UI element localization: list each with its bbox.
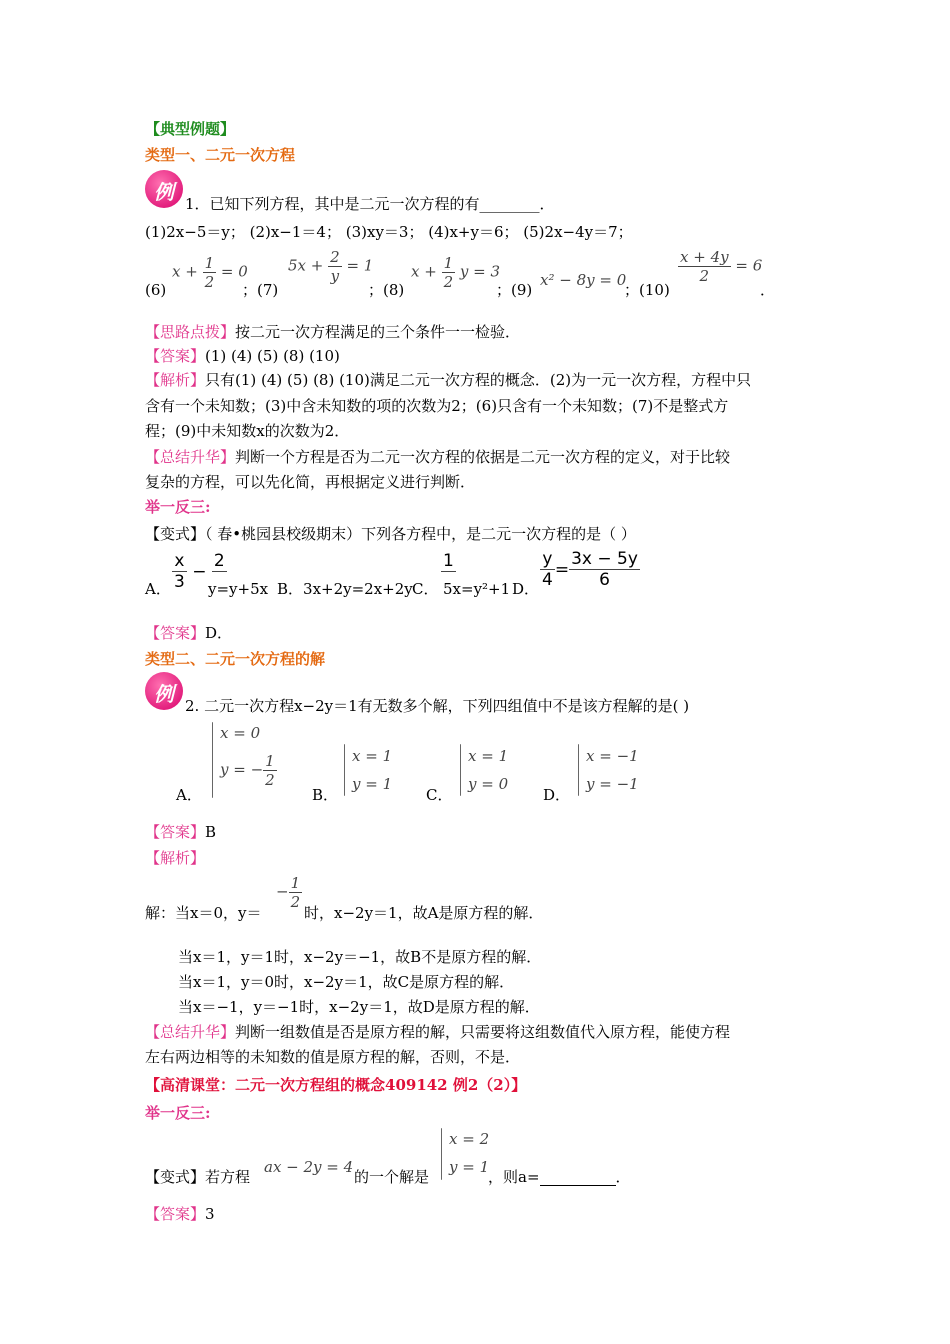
q2-option-a-brace (212, 722, 213, 798)
summary-line-1: 【总结升华】判断一个方程是否为二元一次方程的依据是二元一次方程的定义，对于比较 (145, 448, 731, 466)
q2-option-c-brace (460, 744, 461, 796)
variant1-option-b: B．3x+2y=2x+2y (277, 580, 413, 598)
hd-classroom-heading: 【高清课堂：二元一次方程组的概念409142 例2（2）】 (145, 1076, 527, 1094)
example-badge-icon-2: 例 (145, 672, 183, 710)
q2-option-a-label: A． (176, 786, 202, 804)
q1-label-8: ；(8) (368, 281, 405, 299)
variant2-x: x = 2 (449, 1130, 490, 1148)
variant2-y: y = 1 (449, 1158, 490, 1176)
answer-line-4: 【答案】3 (145, 1205, 215, 1223)
q1-options-line: (1)2x−5＝y； (2)x−1＝4； (3)xy＝3； (4)x+y＝6； (5)2x−4y＝7； (145, 223, 633, 241)
variant1-option-c-num: 1 (443, 551, 454, 571)
practice-heading: 举一反三: (145, 498, 211, 516)
answer-line-2: 【答案】D． (145, 624, 233, 642)
q1-eq8: x + $\frac{1}{2}$ y = 3 (411, 254, 501, 291)
q2-option-b-eq1: x = 1 (352, 747, 393, 765)
solution-line-3: 当x＝1，y＝0时，x−2y＝1，故C是原方程的解． (178, 973, 515, 991)
answer-line-3: 【答案】B (145, 823, 217, 841)
q1-stem: 1．已知下列方程，其中是二元一次方程的有________． (185, 195, 555, 213)
hint-line: 【思路点拨】按二元一次方程满足的三个条件一一检验． (145, 323, 521, 341)
q1-end: ． (760, 281, 776, 299)
q1-label-6: (6) (145, 281, 167, 299)
q1-eq10: $\frac{x + 4y}{2}$ = 6 (680, 248, 763, 285)
variant2-middle: 的一个解是 (354, 1168, 430, 1186)
analysis-heading-2: 【解析】 (145, 849, 206, 867)
analysis-line-1: 【解析】只有(1) (4) (5) (8) (10)满足二元一次方程的概念．(2)为一元一次方程，方程中只 (145, 371, 752, 389)
variant2-tail: ，则a= ． (488, 1168, 631, 1186)
variant1-stem: 【变式】（ 春•桃园县校级期末）下列各方程中，是二元一次方程的是（ ） (145, 525, 636, 543)
q2-option-d-brace (578, 744, 579, 796)
q1-label-7: ；(7) (242, 281, 279, 299)
q2-option-d-label: D． (543, 786, 571, 804)
q2-option-b-brace (344, 744, 345, 796)
variant2-label: 【变式】若方程 (145, 1168, 251, 1186)
summary2-line-1: 【总结升华】判断一组数值是否是原方程的解，只需要将这组数值代入原方程，能使方程 (145, 1023, 731, 1041)
q2-option-c-label: C． (426, 786, 453, 804)
variant1-option-d: $\frac{y}{4}$ = $\frac{3x - 5y}{6}$ (542, 549, 638, 591)
type1-heading: 类型一、二元一次方程 (145, 146, 296, 164)
solution-fraction: − $\frac{1}{2}$ (276, 874, 301, 911)
q1-label-10: ；(10) (624, 281, 670, 299)
variant2-equation: ax − 2y = 4 (264, 1158, 354, 1176)
q2-option-a-eq2: y = − $\frac{1}{2}$ (220, 752, 275, 789)
solution-line-4: 当x＝−1，y＝−1时，x−2y＝1，故D是原方程的解． (178, 998, 540, 1016)
q2-option-a-eq1: x = 0 (220, 724, 261, 742)
q1-eq7: 5x + $\frac{2}{y}$ = 1 (288, 248, 374, 285)
q2-option-c-eq2: y = 0 (468, 775, 509, 793)
q1-eq9: x² − 8y = 0 (540, 271, 627, 289)
q1-label-9: ；(9) (496, 281, 533, 299)
variant1-option-a-label: A． (145, 580, 171, 598)
q2-option-b-label: B． (312, 786, 339, 804)
solution-line-2: 当x＝1，y＝1时，x−2y＝−1，故B不是原方程的解． (178, 948, 542, 966)
q2-option-d-eq2: y = −1 (586, 775, 639, 793)
variant1-option-c-label: C． (412, 580, 439, 598)
section-heading: 【典型例题】 (145, 120, 236, 138)
practice-heading-2: 举一反三: (145, 1104, 211, 1122)
analysis-line-2: 含有一个未知数；(3)中含未知数的项的次数为2；(6)只含有一个未知数；(7)不是整式方 (145, 397, 729, 415)
answer-line-1: 【答案】(1) (4) (5) (8) (10) (145, 347, 340, 365)
analysis-line-3: 程；(9)中未知数x的次数为2． (145, 422, 350, 440)
solution-line-1b: 时，x−2y＝1，故A是原方程的解． (304, 904, 544, 922)
variant1-option-c-tail: 5x=y²+1 (443, 580, 511, 598)
summary2-line-2: 左右两边相等的未知数的值是原方程的解，否则，不是． (145, 1048, 521, 1066)
summary-line-2: 复杂的方程，可以先化简，再根据定义进行判断． (145, 473, 476, 491)
q1-eq6: x + $\frac{1}{2}$ = 0 (172, 254, 248, 291)
q2-option-d-eq1: x = −1 (586, 747, 639, 765)
solution-line-1a: 解：当x＝0，y＝ (145, 904, 262, 922)
q2-stem: 2. 二元一次方程x−2y＝1有无数多个解，下列四组值中不是该方程解的是( ) (185, 697, 690, 715)
q2-option-c-eq1: x = 1 (468, 747, 509, 765)
variant1-option-d-label: D． (512, 580, 540, 598)
type2-heading: 类型二、二元一次方程的解 (145, 650, 326, 668)
variant2-brace (441, 1128, 442, 1180)
variant1-option-a: $\frac{x}{3}$ − 2 (174, 551, 225, 593)
example-badge-icon: 例 (145, 170, 183, 208)
q2-option-b-eq2: y = 1 (352, 775, 393, 793)
variant1-option-a-tail: y=y+5x (208, 580, 269, 598)
